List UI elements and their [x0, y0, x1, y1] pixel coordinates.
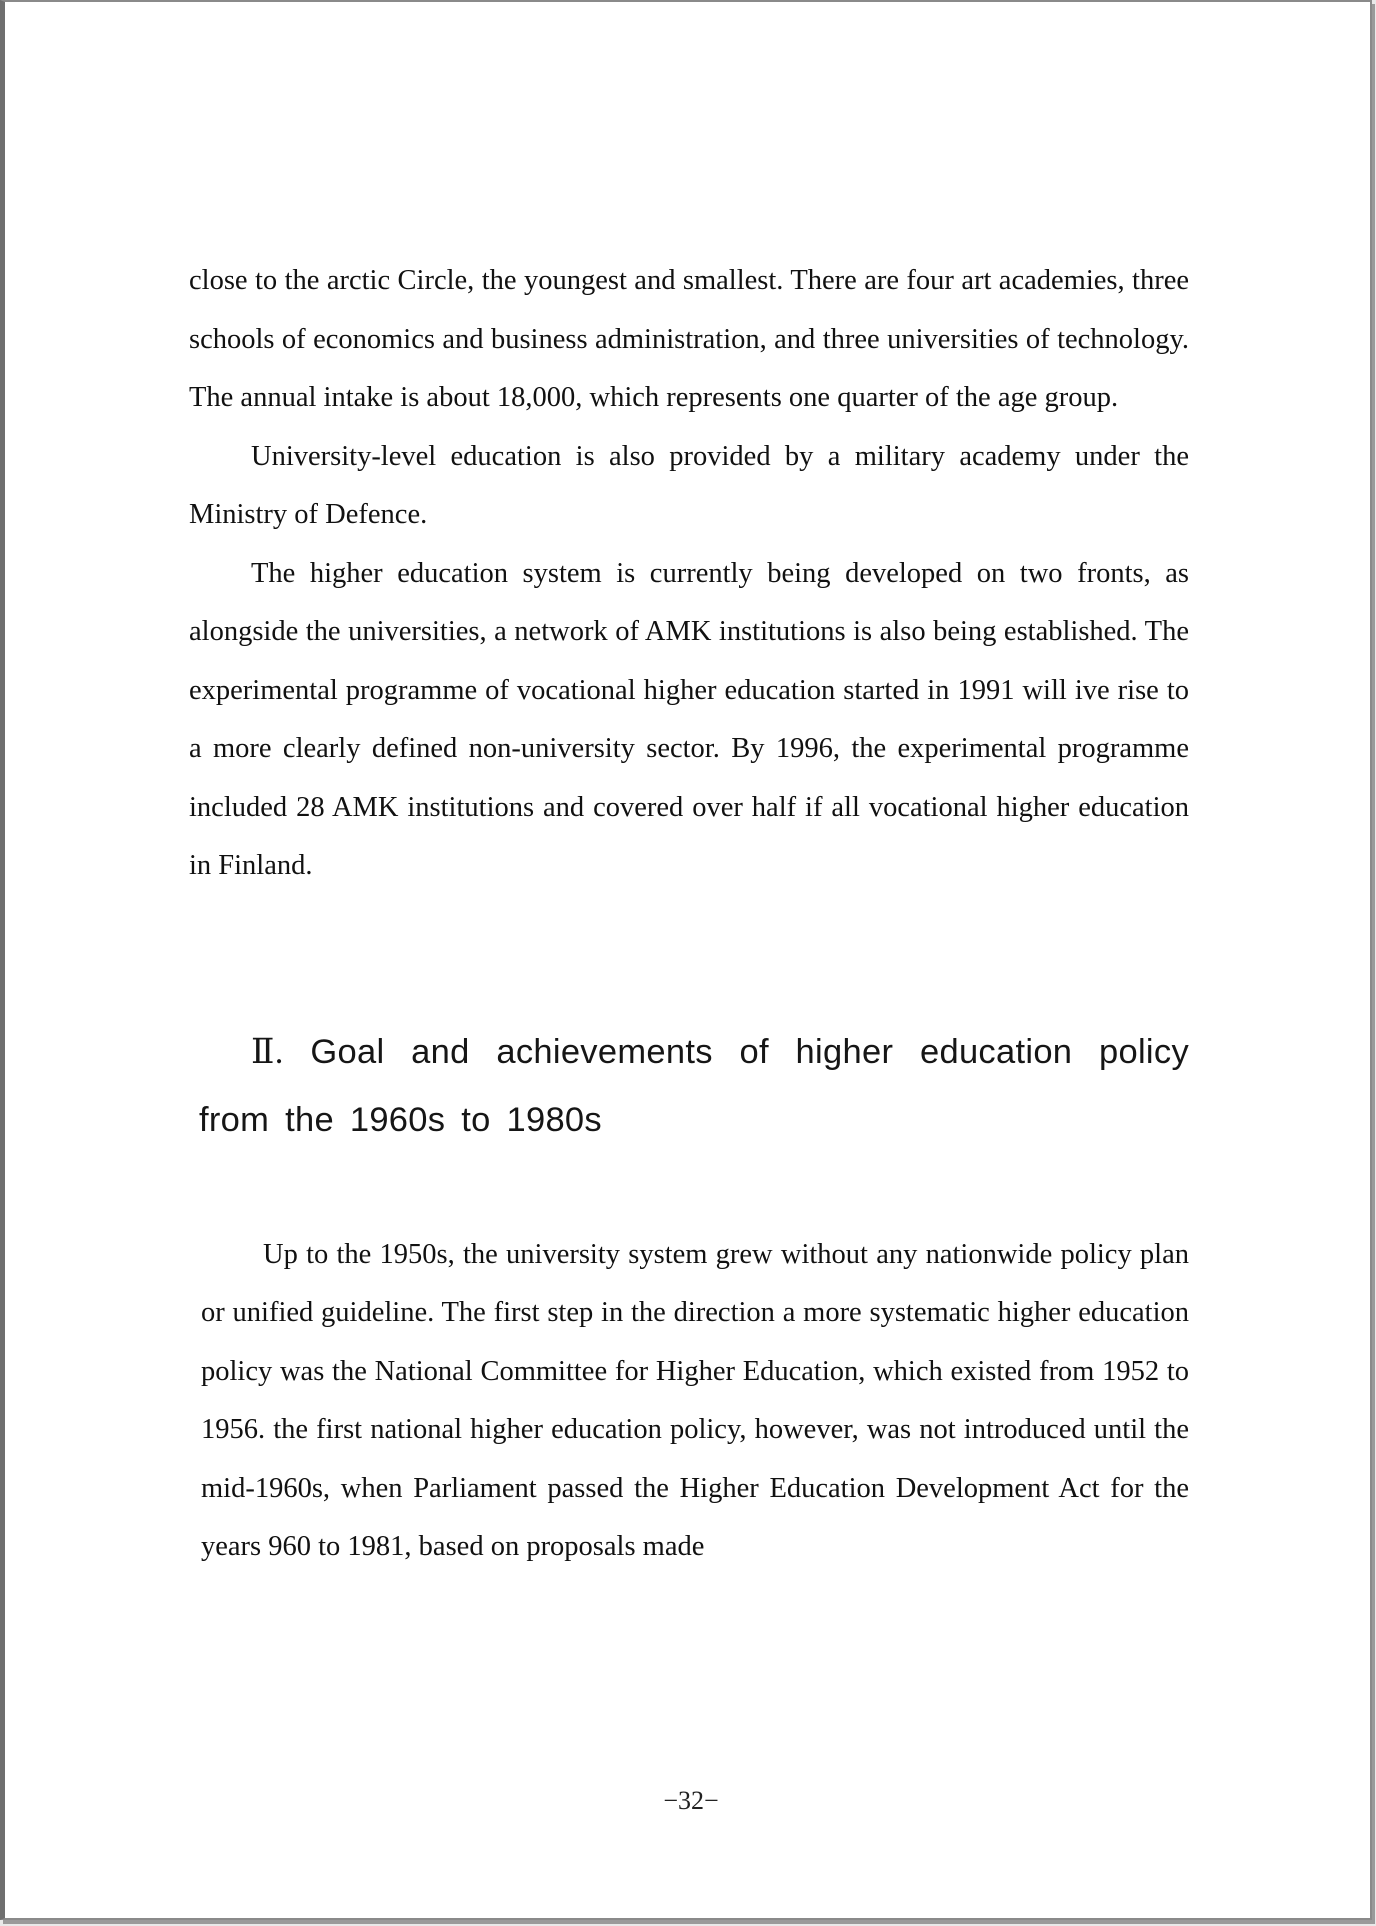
paragraph-higher-education-system: The higher education system is currently being developed on two fronts, as alongside the universities, a network of AMK institutions is also being established. The experimental programme of vocational higher education started in 1991 will ive rise to a more clearly defined non-university sector. By 1996, the experimental programme included 28 AMK institutions and covered over half if all vocational higher education in Finland. [189, 557, 1189, 881]
page-number: −32− [663, 1786, 719, 1815]
paragraph-military-academy: University-level education is also provided by a military academy under the Ministry of Defence. [189, 440, 1189, 530]
paragraph-continuation: close to the arctic Circle, the youngest and smallest. There are four art academies, three schools of economics and business administration, and three universities of technology. The annual intake is about 18,000, which represents one quarter of the age group. [189, 265, 1189, 413]
section-heading [189, 1018, 1189, 1154]
paragraph-policy-history: Up to the 1950s, the university system grew without any nationwide policy plan or unified guideline. The first step in the direction a more systematic higher education policy was the National Committee for Higher Education, which existed from 1952 to 1956. the first national higher education policy, however, was not introduced until the mid-1960s, when Parliament passed the Higher Education Development Act for the years 960 to 1981, based on proposals made [201, 1238, 1189, 1562]
page-content [189, 252, 1189, 1577]
section-body [189, 1226, 1189, 1577]
section-title: Goal and achievements of higher education policy from the 1960s to 1980s [199, 1032, 1189, 1139]
section-numeral: Ⅱ. [251, 1032, 284, 1071]
